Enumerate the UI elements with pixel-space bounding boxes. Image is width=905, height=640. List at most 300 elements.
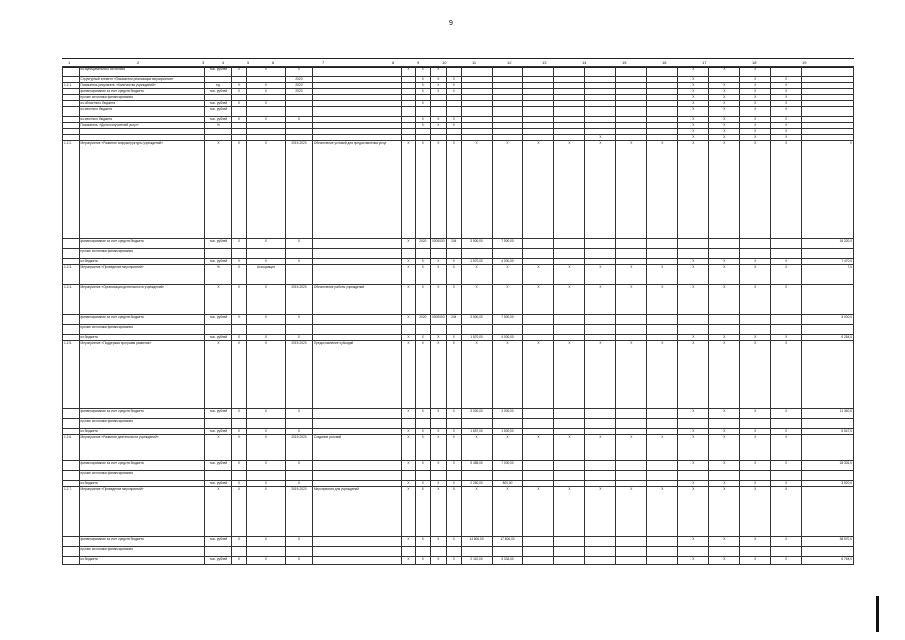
table-cell — [585, 419, 616, 429]
column-number: 14 — [582, 60, 587, 65]
table-cell: 5 485,00 — [461, 461, 492, 471]
table-cell: Х — [286, 239, 313, 249]
table-row — [63, 471, 854, 481]
table-cell: Х — [430, 285, 447, 315]
table-cell — [709, 547, 740, 557]
table-cell — [461, 249, 492, 259]
table-cell: 16 320,0 — [802, 239, 854, 249]
table-cell: Х — [709, 117, 740, 123]
table-cell: Х — [447, 461, 461, 471]
table-cell: 2 110,00 — [461, 557, 492, 565]
table-cell — [447, 249, 461, 259]
table-cell: Х — [416, 285, 430, 315]
table-cell — [447, 471, 461, 481]
table-cell: 3 334,00 — [492, 557, 523, 565]
table-cell: Х — [771, 117, 802, 123]
table-cell: Х — [616, 141, 647, 239]
table-cell: Х — [554, 285, 585, 315]
table-cell — [647, 249, 678, 259]
table-cell: тыс. рублей — [205, 429, 232, 435]
table-cell: Х — [616, 285, 647, 315]
program-activities-table — [62, 66, 854, 565]
table-cell: Х — [740, 107, 771, 117]
table-cell: Х — [430, 141, 447, 239]
table-cell: Х — [647, 265, 678, 285]
table-cell: 0000000 — [430, 315, 447, 325]
table-cell: Х — [740, 341, 771, 409]
table-cell — [312, 325, 401, 335]
table-cell — [554, 557, 585, 565]
table-cell — [312, 67, 401, 77]
table-cell: Х — [678, 259, 709, 265]
table-cell: финансирование за счет средств бюджета — [79, 315, 205, 325]
table-cell — [312, 249, 401, 259]
table-cell: Х — [286, 335, 313, 341]
table-cell: Х — [678, 77, 709, 83]
table-cell: Х — [401, 315, 415, 325]
column-number: 7 — [322, 60, 325, 65]
table-cell: Мероприятие «Развитие инфраструктуры учреждений» — [79, 141, 205, 239]
table-cell — [312, 419, 401, 429]
table-cell — [554, 249, 585, 259]
table-cell: Х — [709, 101, 740, 107]
table-cell — [709, 471, 740, 481]
table-cell: Х — [447, 89, 461, 95]
table-cell: Х — [461, 285, 492, 315]
table-cell — [246, 419, 285, 429]
table-cell: Х — [416, 429, 430, 435]
table-cell: 1 570,00 — [461, 259, 492, 265]
table-cell: 7 000,00 — [492, 461, 523, 471]
table-cell: Х — [616, 487, 647, 537]
table-cell — [802, 325, 854, 335]
column-number: 12 — [507, 60, 512, 65]
table-cell — [585, 249, 616, 259]
table-cell — [616, 325, 647, 335]
table-cell — [585, 557, 616, 565]
table-cell — [416, 107, 430, 117]
table-cell: Х — [246, 239, 285, 249]
table-cell: Обеспечение условий для предоставления услуг — [312, 141, 401, 239]
table-cell — [430, 249, 447, 259]
table-cell: Х — [232, 487, 246, 537]
table-cell: Х — [678, 429, 709, 435]
table-cell — [430, 419, 447, 429]
table-cell — [647, 471, 678, 481]
table-cell: Х — [447, 335, 461, 341]
table-cell: Х — [447, 83, 461, 89]
table-cell: Х — [771, 129, 802, 135]
table-cell: Х — [461, 141, 492, 239]
table-cell — [802, 547, 854, 557]
table-cell: Х — [401, 487, 415, 537]
table-cell: Х — [232, 429, 246, 435]
table-cell: Х — [554, 141, 585, 239]
table-cell: Х — [430, 77, 447, 83]
column-number: 8 — [392, 60, 395, 65]
column-number: 3 — [202, 60, 205, 65]
table-cell — [802, 487, 854, 537]
table-cell — [205, 471, 232, 481]
table-cell: Х — [771, 429, 802, 435]
table-cell — [554, 461, 585, 471]
table-cell — [523, 239, 554, 249]
table-cell: Х — [740, 83, 771, 89]
table-cell: Создание условий — [312, 435, 401, 461]
table-cell — [312, 265, 401, 285]
table-cell: Х — [232, 67, 246, 77]
table-cell — [771, 419, 802, 429]
table-cell — [246, 547, 285, 557]
table-cell: 1.2.4. — [63, 285, 80, 315]
table-cell — [312, 557, 401, 565]
table-cell — [461, 107, 492, 117]
table-cell: Х — [416, 259, 430, 265]
table-cell: Х — [205, 435, 232, 461]
table-cell: Х — [416, 409, 430, 419]
table-cell: Х — [647, 435, 678, 461]
table-cell — [312, 537, 401, 547]
table-cell: Х — [430, 89, 447, 95]
table-cell: Показатель: «Доля получателей услуг» — [79, 123, 205, 129]
table-cell: Х — [523, 285, 554, 315]
table-cell: Х — [246, 315, 285, 325]
table-cell — [740, 239, 771, 249]
table-cell: Х — [771, 409, 802, 419]
table-cell: Х — [430, 435, 447, 461]
table-cell: Х — [232, 435, 246, 461]
table-cell: Х — [771, 135, 802, 141]
table-cell: 5 547,0 — [802, 429, 854, 435]
table-cell: тыс. рублей — [205, 101, 232, 107]
table-cell: Х — [286, 315, 313, 325]
table-cell: Х — [286, 429, 313, 435]
table-cell: Х — [771, 259, 802, 265]
table-cell: Х — [401, 335, 415, 341]
table-cell: Обеспечение работы учреждений — [312, 285, 401, 315]
table-cell: Х — [430, 409, 447, 419]
table-cell — [232, 107, 246, 117]
table-cell: Х — [232, 239, 246, 249]
table-cell: Х — [447, 141, 461, 239]
table-cell — [740, 547, 771, 557]
table-cell: Х — [678, 409, 709, 419]
table-cell — [286, 419, 313, 429]
table-cell: Х — [678, 123, 709, 129]
table-cell: Х — [678, 487, 709, 537]
table-cell: 1.2.6. — [63, 435, 80, 461]
table-cell — [232, 419, 246, 429]
table-cell: Х — [771, 265, 802, 285]
table-cell: Х — [678, 67, 709, 77]
table-cell: Х — [246, 83, 285, 89]
table-cell: Х — [416, 341, 430, 409]
table-cell: Х — [447, 285, 461, 315]
table-cell — [647, 315, 678, 325]
table-cell — [447, 547, 461, 557]
table-cell: тыс. рублей — [205, 481, 232, 487]
table-cell: из бюджета — [79, 429, 205, 435]
table-cell: Х — [585, 135, 616, 141]
table-cell: Х — [740, 409, 771, 419]
table-cell — [585, 67, 616, 77]
table-cell — [523, 107, 554, 117]
table-row — [63, 141, 854, 239]
table-cell — [709, 315, 740, 325]
column-number: 16 — [662, 60, 667, 65]
table-cell — [205, 325, 232, 335]
column-number: 4 — [222, 60, 225, 65]
table-cell — [246, 249, 285, 259]
table-cell: Х — [246, 429, 285, 435]
table-cell: Х — [709, 435, 740, 461]
table-cell: Х — [492, 285, 523, 315]
table-cell: Х — [246, 259, 285, 265]
table-cell: Х — [232, 285, 246, 315]
table-cell — [647, 419, 678, 429]
table-cell: Х — [678, 141, 709, 239]
table-cell: Х — [740, 461, 771, 471]
table-cell: Х — [246, 335, 285, 341]
table-cell: Мероприятие «Проведение мероприятий» — [79, 487, 205, 537]
table-cell — [461, 471, 492, 481]
table-cell: Х — [401, 341, 415, 409]
table-cell — [416, 249, 430, 259]
table-cell: Х — [771, 83, 802, 89]
table-cell — [286, 325, 313, 335]
table-cell: Х — [232, 557, 246, 565]
table-cell: 2020 — [416, 239, 430, 249]
table-cell — [63, 67, 80, 77]
table-cell: Х — [802, 141, 854, 239]
table-cell: % — [205, 123, 232, 129]
table-cell: Х — [246, 101, 285, 107]
table-cell — [740, 419, 771, 429]
table-cell — [647, 409, 678, 419]
table-cell — [492, 471, 523, 481]
table-cell — [447, 67, 461, 77]
table-cell: Х — [232, 335, 246, 341]
table-cell — [554, 239, 585, 249]
table-cell — [401, 419, 415, 429]
table-cell: Х — [740, 537, 771, 547]
table-cell: Х — [416, 435, 430, 461]
table-cell: 1 500,00 — [492, 429, 523, 435]
table-cell — [585, 547, 616, 557]
table-cell — [647, 547, 678, 557]
table-cell: Х — [709, 95, 740, 101]
table-cell — [771, 67, 802, 77]
table-cell: Х — [416, 461, 430, 471]
table-cell: Х — [416, 557, 430, 565]
table-cell: Х — [447, 341, 461, 409]
table-cell: Х — [416, 101, 430, 107]
table-cell: тыс. рублей — [205, 537, 232, 547]
table-cell — [312, 461, 401, 471]
table-cell — [416, 419, 430, 429]
table-cell — [523, 547, 554, 557]
table-cell: 2019-2023 — [286, 141, 313, 239]
table-cell: Мероприятие «Развитие деятельности учреждений» — [79, 435, 205, 461]
table-cell: из бюджета — [79, 481, 205, 487]
column-number: 9 — [417, 60, 420, 65]
table-cell: Х — [401, 429, 415, 435]
table-cell — [740, 471, 771, 481]
table-cell: из бюджета — [79, 557, 205, 565]
column-number: 5 — [247, 60, 250, 65]
table-cell: Х — [771, 435, 802, 461]
table-cell: Х — [246, 537, 285, 547]
table-row — [63, 435, 854, 461]
table-cell — [585, 537, 616, 547]
table-cell: Х — [447, 429, 461, 435]
table-cell: 7 470,0 — [802, 259, 854, 265]
table-cell: прочие источники финансирования — [79, 547, 205, 557]
table-cell — [447, 325, 461, 335]
table-cell — [647, 325, 678, 335]
table-cell — [523, 557, 554, 565]
table-cell: тыс. рублей — [205, 239, 232, 249]
table-cell — [585, 239, 616, 249]
table-cell: Х — [246, 141, 285, 239]
table-cell: из бюджета — [79, 335, 205, 341]
table-cell — [616, 67, 647, 77]
table-cell: 7 500,00 — [492, 239, 523, 249]
table-cell — [802, 285, 854, 315]
table-cell — [740, 315, 771, 325]
table-cell: 244 — [447, 239, 461, 249]
table-cell: Х — [771, 95, 802, 101]
table-cell: Х — [678, 83, 709, 89]
table-cell — [709, 419, 740, 429]
table-cell — [771, 325, 802, 335]
table-cell: 3 000,00 — [461, 409, 492, 419]
table-cell: Х — [246, 461, 285, 471]
table-cell: Х — [232, 89, 246, 95]
table-cell: тыс. рублей — [205, 461, 232, 471]
table-cell — [416, 471, 430, 481]
table-cell — [647, 67, 678, 77]
table-cell — [616, 537, 647, 547]
table-cell: Х — [416, 141, 430, 239]
table-cell: 2019-2023 — [286, 285, 313, 315]
table-cell: Х — [246, 89, 285, 95]
table-cell — [523, 471, 554, 481]
table-cell: 4 000,00 — [492, 335, 523, 341]
table-cell: тыс. рублей — [205, 117, 232, 123]
table-cell: 5 284,0 — [802, 335, 854, 341]
table-cell — [616, 471, 647, 481]
table-cell — [461, 419, 492, 429]
table-cell — [492, 249, 523, 259]
table-cell: Х — [401, 557, 415, 565]
table-cell: Х — [709, 123, 740, 129]
table-cell: Х — [554, 487, 585, 537]
table-cell: Х — [430, 461, 447, 471]
table-cell: Х — [709, 487, 740, 537]
table-cell: Х — [709, 429, 740, 435]
table-cell: прочие источники финансирования — [79, 419, 205, 429]
table-cell: Х — [232, 141, 246, 239]
table-cell: Х — [554, 435, 585, 461]
table-cell: Х — [771, 557, 802, 565]
table-cell — [205, 419, 232, 429]
table-cell: Х — [447, 487, 461, 537]
table-cell — [647, 107, 678, 117]
table-cell: Х — [286, 259, 313, 265]
table-cell: Х — [401, 285, 415, 315]
table-cell: Х — [401, 481, 415, 487]
table-cell — [554, 409, 585, 419]
table-cell: финансирование за счет средств бюджета — [79, 537, 205, 547]
table-cell — [647, 239, 678, 249]
table-cell: Х — [740, 117, 771, 123]
table-cell: Х — [232, 265, 246, 285]
table-cell: Х — [232, 117, 246, 123]
table-cell: финансирование за счет средств бюджета — [79, 89, 205, 95]
table-cell — [771, 249, 802, 259]
table-cell: Х — [523, 341, 554, 409]
table-cell — [492, 67, 523, 77]
table-cell: Ассоциация — [246, 265, 285, 285]
table-cell: Х — [447, 435, 461, 461]
table-cell: Х — [771, 461, 802, 471]
table-cell — [554, 537, 585, 547]
table-cell: Х — [740, 77, 771, 83]
table-cell: Х — [430, 487, 447, 537]
table-cell — [585, 315, 616, 325]
table-cell: Х — [709, 461, 740, 471]
table-cell — [523, 537, 554, 547]
table-cell: Х — [678, 129, 709, 135]
table-cell: Х — [616, 265, 647, 285]
table-cell — [312, 547, 401, 557]
table-cell — [678, 239, 709, 249]
table-cell: из местного бюджета — [79, 117, 205, 123]
table-cell: Х — [585, 141, 616, 239]
table-cell: Х — [286, 461, 313, 471]
column-number: 17 — [702, 60, 707, 65]
table-cell: Х — [401, 537, 415, 547]
table-cell: Х — [740, 265, 771, 285]
table-cell: Х — [232, 537, 246, 547]
table-cell: Мероприятие «Организация деятельности учреждений» — [79, 285, 205, 315]
table-cell — [461, 67, 492, 77]
table-cell: Х — [416, 117, 430, 123]
table-cell — [286, 249, 313, 259]
table-cell — [647, 537, 678, 547]
table-cell: Х — [416, 481, 430, 487]
table-cell: Х — [232, 315, 246, 325]
table-cell: 4 000,00 — [492, 259, 523, 265]
table-cell — [232, 471, 246, 481]
table-cell: Х — [416, 67, 430, 77]
table-cell — [709, 239, 740, 249]
table-cell: Х — [709, 89, 740, 95]
table-cell: Х — [709, 335, 740, 341]
table-cell: Х — [416, 537, 430, 547]
table-cell — [63, 471, 80, 481]
table-cell — [616, 557, 647, 565]
table-cell: Х — [246, 557, 285, 565]
table-cell: Х — [709, 107, 740, 117]
table-cell: тыс. рублей — [205, 107, 232, 117]
table-cell — [523, 461, 554, 471]
table-cell — [616, 239, 647, 249]
table-cell: Х — [709, 557, 740, 565]
table-cell: Х — [678, 107, 709, 117]
table-cell: 2020 — [286, 89, 313, 95]
